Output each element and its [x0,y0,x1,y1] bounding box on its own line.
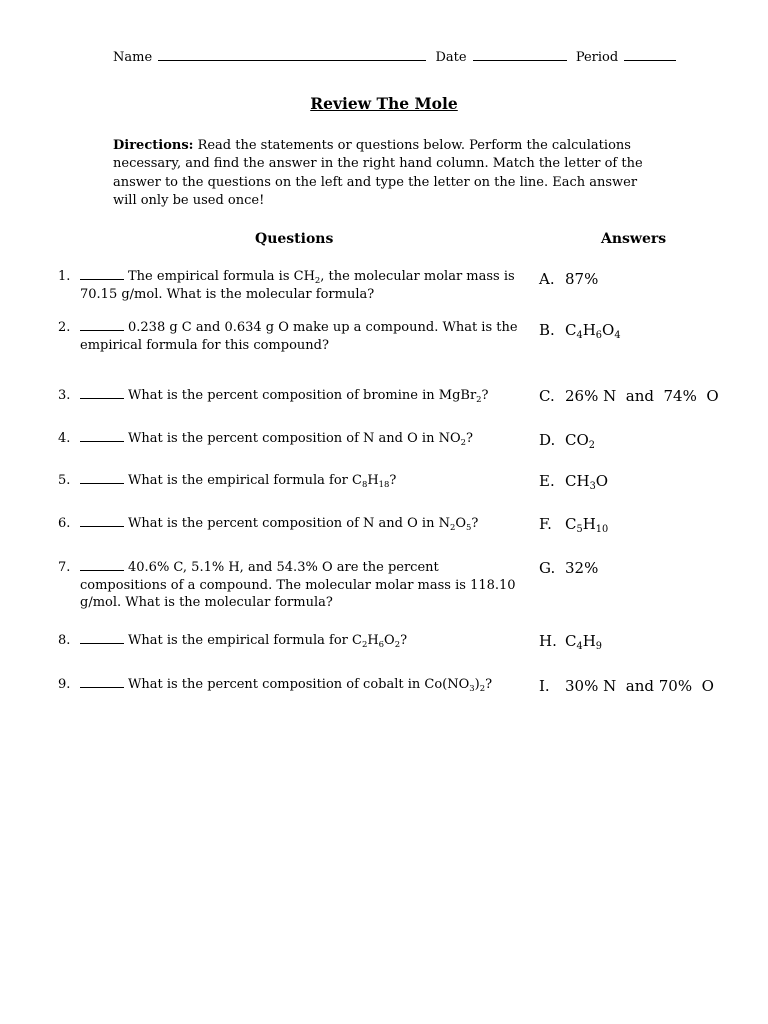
question-item [58,632,520,650]
question-item [58,387,520,405]
answer-option [539,515,608,533]
question-item [58,559,520,612]
answer-letter: F. [539,515,552,533]
answer-option [539,472,608,490]
date-label: Date [435,50,467,65]
period-label: Period [575,50,619,65]
answer-option [539,632,602,650]
answer-text: $CO_2$ [565,431,595,451]
answer-blank[interactable] [80,387,124,399]
name-field[interactable] [158,47,426,61]
answer-option [539,677,714,695]
answer-option [539,387,719,405]
question-text: What is the percent composition of N and O in $N_2O_5$? [128,516,479,532]
question-number: 7. [58,560,71,575]
question-text: What is the empirical formula for $C_2H_6O_2$? [128,633,408,649]
question-text: What is the percent composition of N and O in $NO_2$? [128,431,473,447]
answer-letter: C. [539,387,555,405]
question-number: 5. [58,473,71,488]
answer-blank[interactable] [80,632,124,644]
questions-heading: Questions [255,231,334,247]
answer-blank[interactable] [80,515,124,527]
question-text: 0.238 g C and 0.634 g O make up a compound. What is the empirical formula for this compound? [80,320,518,353]
question-number: 2. [58,320,71,335]
question-text: 40.6% C, 5.1% H, and 54.3% O are the percent compositions of a compound. The molecular molar mass is 118.10 g/mol. What is the molecular formula? [80,560,516,610]
directions-paragraph [113,137,653,210]
answer-text: 30% N and 70% O [565,677,714,695]
question-text: What is the empirical formula for $C_8H_{18}$? [128,473,397,489]
answer-text: 87% [565,270,599,288]
question-number: 1. [58,269,71,284]
question-number: 6. [58,516,71,531]
answer-blank[interactable] [80,430,124,442]
question-item [58,430,520,448]
question-number: 8. [58,633,71,648]
page-title: Review The Mole [310,94,458,113]
answer-option [539,321,621,339]
name-label: Name [113,50,153,65]
answer-text: $C_5H_{10}$ [565,515,609,535]
answer-letter: B. [539,321,555,339]
directions-text: Read the statements or questions below. Perform the calculations necessary, and find the answer in the right hand column. Match the letter of the answer to the questions on the left and type the letter on the line. Each answer will only be used once! [113,138,643,208]
date-field[interactable] [473,47,567,61]
answer-blank[interactable] [80,559,124,571]
question-text: The empirical formula is $CH_2$, the molecular molar mass is 70.15 g/mol. What is the molecular formula? [80,269,515,302]
question-number: 9. [58,677,71,692]
answer-blank[interactable] [80,676,124,688]
question-item [58,472,520,490]
answer-letter: G. [539,559,556,577]
answer-letter: A. [539,270,555,288]
student-info-line [113,47,676,65]
answer-blank[interactable] [80,319,124,331]
answer-letter: E. [539,472,555,490]
answers-heading: Answers [601,231,667,247]
answer-text: 26% N and 74% O [565,387,719,405]
question-item [58,676,520,694]
question-number: 3. [58,388,71,403]
answer-letter: I. [539,677,550,695]
answer-text: 32% [565,559,599,577]
answer-letter: H. [539,632,557,650]
period-field[interactable] [624,47,676,61]
answer-blank[interactable] [80,268,124,280]
answer-blank[interactable] [80,472,124,484]
answer-option [539,431,595,449]
answer-text: $CH_3O$ [565,472,609,492]
question-text: What is the percent composition of bromine in MgBr$_2$? [128,388,489,404]
question-item [58,319,520,354]
answer-text: $C_4H_9$ [565,632,603,652]
question-number: 4. [58,431,71,446]
question-text: What is the percent composition of cobalt in $Co(NO_3)_2$? [128,677,493,693]
answer-option [539,270,598,288]
answer-letter: D. [539,431,556,449]
answer-option [539,559,598,577]
question-item [58,515,520,533]
question-item [58,268,520,303]
directions-label: Directions: [113,138,194,153]
answer-text: $C_4H_6O_4$ [565,321,621,341]
